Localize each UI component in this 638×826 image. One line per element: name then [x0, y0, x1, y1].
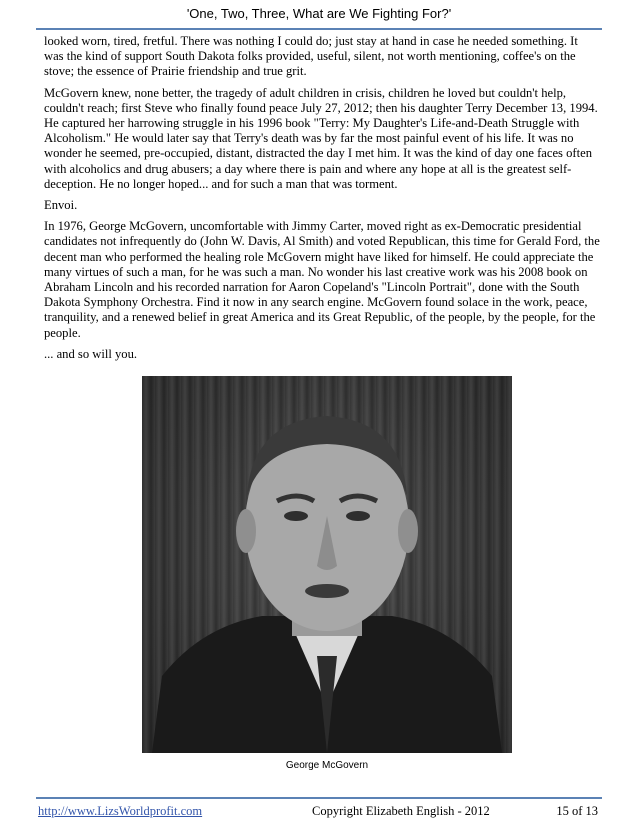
- footer-link[interactable]: http://www.LizsWorldprofit.com: [38, 804, 203, 818]
- header-title: 'One, Two, Three, What are We Fighting For?': [186, 6, 452, 21]
- page-header: [36, 4, 602, 30]
- mcgovern-photo: [142, 376, 512, 753]
- page-footer: [36, 797, 602, 821]
- paragraph-4: In 1976, George McGovern, uncomfortable with Jimmy Carter, moved right as ex-Democratic presidential candidates not infrequently do (John W. Davis, Al Smith) and voted Republican, this time for Gerald Ford, the decent man who performed the healing role McGovern might have liked for himself. He could appreciate the many virtues of such a man, for he was such a man. No wonder his last creative work was his 2008 book on Abraham Lincoln and his recorded narration for Aaron Copeland's "Lincoln Portrait", done with the South Dakota Symphony Orchestra. Find it now in any search engine. McGovern found solace in the work, peace, tranquility, and a renewed belief in great America and its Great Republic, of the people, by the people, for the people.: [44, 219, 600, 340]
- paragraph-1: looked worn, tired, fretful. There was nothing I could do; just stay at hand in case he needed something. It was the kind of support South Dakota folks provided, useful, silent, not worth mentioning, coffee's on the stove; the essence of Prairie friendship and true grit.: [44, 34, 578, 79]
- footer-copyright: Copyright Elizabeth English - 2012: [312, 804, 490, 818]
- photo-caption: George McGovern: [285, 760, 369, 771]
- paragraph-5: ... and so will you.: [44, 346, 138, 361]
- paragraph-2: McGovern knew, none better, the tragedy of adult children in crisis, children he loved but couldn't help, couldn't reach; first Steve who finally found peace July 27, 2012; then his daughter Terry December 13, 1994. He captured her harrowing struggle in his 1996 book "Terry: My Daughter's Life-and-Death Struggle with Alcoholism." He would later say that Terry's death was by far the most painful event of his life. It was no wonder he seemed, pre-occupied, distant, distracted the day I met him. It was the kind of day one faces often with alcoholics and drug abusers; a day where there is pain and where any hope at all is the greatest self-deception. He no longer hoped... and for such a man that was torment.: [44, 85, 598, 191]
- portrait-figure: [142, 376, 512, 753]
- page-number: 15 of 13: [556, 804, 598, 818]
- article-body: [44, 34, 600, 368]
- paragraph-envoi: Envoi.: [44, 198, 78, 213]
